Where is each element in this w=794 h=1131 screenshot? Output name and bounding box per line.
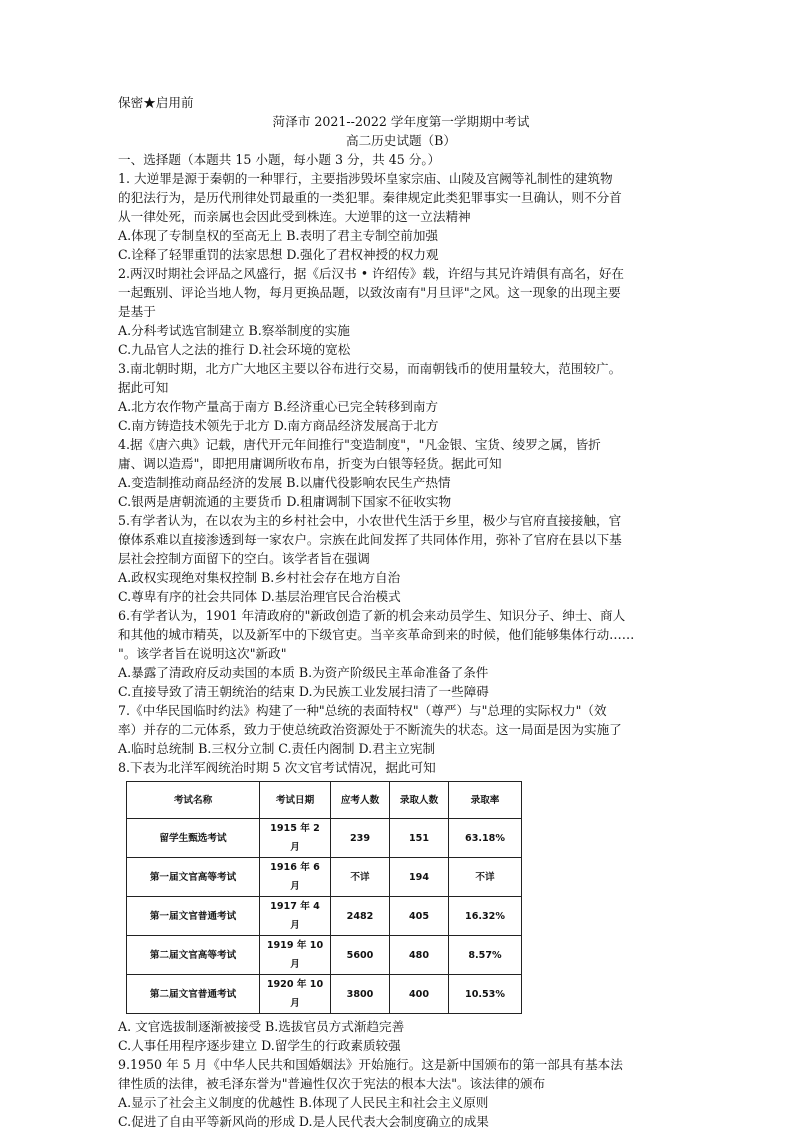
question-option: C.九品官人之法的推行 D.社会环境的宽松 [118, 342, 351, 357]
table-row [127, 858, 522, 897]
table-cell: 3800 [331, 975, 390, 1014]
question-stem: 8.下表为北洋军阀统治时期 5 次文官考试情况，据此可知 [118, 760, 436, 775]
table-cell: 63.18% [449, 819, 522, 858]
table-row [127, 975, 522, 1014]
question-9 [118, 1055, 684, 1131]
question-option: C.人事任用程序逐步建立 D.留学生的行政素质较强 [118, 1038, 401, 1053]
question-3 [118, 359, 684, 435]
question-stem-line: 2.两汉时期社会评品之风盛行，据《后汉书 • 许绍传》载，许绍与其兄许靖俱有高名，好在 [118, 266, 625, 281]
question-stem-line: 6.有学者认为，1901 年清政府的"新政创造了新的机会来动员学生、知识分子、绅士、商人 [118, 608, 626, 623]
question-stem-line: 僚体系难以直接渗透到每一家农户。宗族在此间发挥了共同体作用，弥补了官府在县以下基 [118, 532, 622, 547]
question-8 [118, 758, 684, 1055]
question-option: A. 文官选拔制逐渐被接受 B.选拔官员方式渐趋完善 [118, 1019, 405, 1034]
table-cell: 1920 年 10 月 [260, 975, 331, 1014]
exam-title: 菏泽市 2021--2022 学年度第一学期期中考试 [272, 114, 530, 129]
table-cell: 第一届文官高等考试 [127, 858, 260, 897]
table-header-cell: 考试日期 [260, 782, 331, 819]
question-option: A.体现了专制皇权的至高无上 B.表明了君主专制空前加强 [118, 228, 439, 243]
table-cell: 2482 [331, 897, 390, 936]
question-stem-line: 庸、调以造焉"，即把用庸调所收布帛，折变为白银等轻货。据此可知 [118, 456, 502, 471]
table-row [127, 936, 522, 975]
question-4 [118, 435, 684, 511]
table-cell: 1917 年 4 月 [260, 897, 331, 936]
question-stem-line: 7.《中华民国临时约法》构建了一种"总统的表面特权"（尊严）与"总理的实际权力"（效 [118, 703, 607, 718]
question-list [118, 169, 684, 758]
question-stem-line: 3.南北朝时期，北方广大地区主要以谷布进行交易，而南朝钱币的使用量较大，范围较广。 [118, 361, 622, 376]
question-1 [118, 169, 684, 264]
question-option: C.南方铸造技术领先于北方 D.南方商品经济发展高于北方 [118, 418, 439, 433]
table-header-cell: 应考人数 [331, 782, 390, 819]
table-header-row [127, 782, 522, 819]
question-stem-line: "。该学者旨在说明这次"新政" [118, 646, 287, 661]
table-body [127, 819, 522, 1014]
secret-label: 保密★启用前 [118, 95, 194, 110]
question-2 [118, 264, 684, 359]
exam-statistics-table [126, 781, 522, 1014]
table-cell: 5600 [331, 936, 390, 975]
table-cell: 不详 [449, 858, 522, 897]
table-cell: 16.32% [449, 897, 522, 936]
question-option: C.促进了自由平等新风尚的形成 D.是人民代表大会制度确立的成果 [118, 1114, 489, 1129]
question-option: A.政权实现绝对集权控制 B.乡村社会存在地方自治 [118, 570, 401, 585]
question-stem-line: 是基于 [118, 304, 156, 319]
table-cell: 400 [390, 975, 449, 1014]
question-option: A.临时总统制 B.三权分立制 C.责任内阁制 D.君主立宪制 [118, 741, 436, 756]
table-cell: 1916 年 6 月 [260, 858, 331, 897]
table-header-cell: 录取率 [449, 782, 522, 819]
question-stem-line: 4.据《唐六典》记载，唐代开元年间推行"变造制度"，"凡金银、宝货、绫罗之属，皆折 [118, 437, 601, 452]
question-stem-line: 5.有学者认为，在以农为主的乡村社会中，小农世代生活于乡里，极少与官府直接接触，官 [118, 513, 622, 528]
table-cell: 第二届文官高等考试 [127, 936, 260, 975]
question-option: A.北方农作物产量高于南方 B.经济重心已完全转移到南方 [118, 399, 439, 414]
table-cell: 405 [390, 897, 449, 936]
question-stem-line: 的犯法行为，是历代刑律处罚最重的一类犯罪。秦律规定此类犯罪事实一旦确认，则不分首 [118, 190, 622, 205]
question-stem-line: 9.1950 年 5 月《中华人民共和国婚姻法》开始施行。这是新中国颁布的第一部具有基本法 [118, 1057, 623, 1072]
question-5 [118, 511, 684, 606]
table-cell: 151 [390, 819, 449, 858]
table-cell: 第一届文官普通考试 [127, 897, 260, 936]
question-option: C.银两是唐朝流通的主要货币 D.租庸调制下国家不征收实物 [118, 494, 452, 509]
question-option: A.分科考试选官制建立 B.察举制度的实施 [118, 323, 350, 338]
question-option: C.尊卑有序的社会共同体 D.基层治理官民合治模式 [118, 589, 401, 604]
question-stem-line: 1. 大逆罪是源于秦朝的一种罪行，主要指涉毁坏皇家宗庙、山陵及宫阙等礼制性的建筑物 [118, 171, 613, 186]
question-option: C.直接导致了清王朝统治的结束 D.为民族工业发展扫清了一些障碍 [118, 684, 489, 699]
question-stem-line: 从一律处死，而亲属也会因此受到株连。大逆罪的这一立法精神 [118, 209, 471, 224]
table-header-cell: 录取人数 [390, 782, 449, 819]
section-heading: 一、选择题（本题共 15 小题，每小题 3 分，共 45 分。） [118, 152, 441, 167]
table-cell: 194 [390, 858, 449, 897]
table-row [127, 819, 522, 858]
table-cell: 不详 [331, 858, 390, 897]
table-row [127, 897, 522, 936]
table-cell: 留学生甄选考试 [127, 819, 260, 858]
question-option: C.诠释了轻罪重罚的法家思想 D.强化了君权神授的权力观 [118, 247, 439, 262]
question-stem-line: 律性质的法律，被毛泽东誉为"普遍性仅次于宪法的根本大法"。该法律的颁布 [118, 1076, 546, 1091]
question-6 [118, 606, 684, 701]
question-stem-line: 一起甄别、评论当地人物，每月更换品题，以致汝南有"月旦评"之风。这一现象的出现主要 [118, 285, 621, 300]
table-cell: 1915 年 2 月 [260, 819, 331, 858]
question-7 [118, 701, 684, 758]
table-cell: 239 [331, 819, 390, 858]
exam-page [118, 93, 684, 1131]
question-option: A.显示了社会主义制度的优越性 B.体现了人民民主和社会主义原则 [118, 1095, 489, 1110]
question-stem-line: 和其他的城市精英，以及新军中的下级官吏。当辛亥革命到来的时候，他们能够集体行动…… [118, 627, 635, 642]
question-option: A.暴露了清政府反动卖国的本质 B.为资产阶级民主革命准备了条件 [118, 665, 489, 680]
question-stem-line: 层社会控制方面留下的空白。该学者旨在强调 [118, 551, 370, 566]
question-stem-line: 据此可知 [118, 380, 169, 395]
table-cell: 10.53% [449, 975, 522, 1014]
table-header-cell: 考试名称 [127, 782, 260, 819]
question-stem-line: 率）并存的二元体系，致力于使总统政治资源处于不断流失的状态。这一局面是因为实施了 [118, 722, 622, 737]
question-option: A.变造制推动商品经济的发展 B.以庸代役影响农民生产热情 [118, 475, 451, 490]
table-cell: 8.57% [449, 936, 522, 975]
table-cell: 480 [390, 936, 449, 975]
table-cell: 第二届文官普通考试 [127, 975, 260, 1014]
exam-subtitle: 高二历史试题（B） [345, 133, 456, 148]
table-cell: 1919 年 10 月 [260, 936, 331, 975]
